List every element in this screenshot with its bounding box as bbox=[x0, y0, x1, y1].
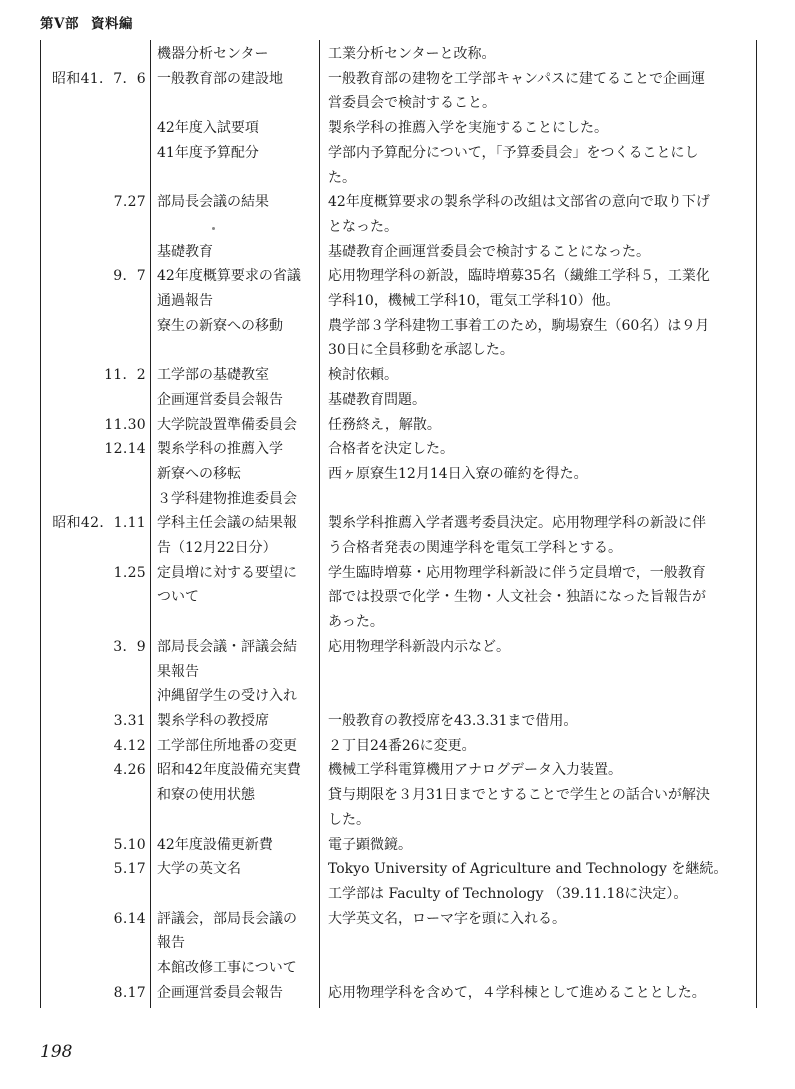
date-cell bbox=[40, 956, 150, 981]
date-cell: 6.14 bbox=[113, 910, 146, 927]
chronology-table bbox=[40, 42, 755, 1005]
detail-cell bbox=[319, 487, 755, 512]
table-row bbox=[40, 388, 755, 413]
date-cell bbox=[40, 42, 150, 67]
detail-cell: 西ヶ原寮生12月14日入寮の確約を得た。 bbox=[328, 465, 588, 482]
detail-cell: 大学英文名，ローマ字を頭に入れる。 bbox=[328, 910, 566, 927]
section-label: 資料編 bbox=[90, 16, 133, 32]
detail-cell: 一般教育の教授席を43.3.31まで借用。 bbox=[328, 712, 578, 729]
date-cell bbox=[40, 141, 150, 190]
table-row bbox=[40, 857, 755, 906]
date-cell: 5.10 bbox=[113, 836, 146, 853]
item-cell: 製糸学科の教授席 bbox=[157, 712, 269, 729]
date-cell: 7.27 bbox=[113, 194, 146, 211]
date-cell: 3．9 bbox=[113, 638, 146, 655]
table-row bbox=[40, 956, 755, 981]
item-cell: 沖縄留学生の受け入れ bbox=[157, 688, 297, 705]
date-cell: 4.12 bbox=[113, 737, 146, 754]
table-row bbox=[40, 363, 755, 388]
page-number: 198 bbox=[40, 1042, 73, 1062]
table-row bbox=[40, 783, 755, 832]
table-row bbox=[40, 264, 755, 313]
table-row bbox=[40, 981, 755, 1006]
date-cell: 8.17 bbox=[113, 984, 146, 1001]
table-row bbox=[40, 487, 755, 512]
detail-cell: 検討依頼。 bbox=[328, 367, 398, 384]
table-row bbox=[40, 561, 755, 635]
item-cell: 工学部住所地番の変更 bbox=[157, 737, 297, 754]
date-cell: 9．7 bbox=[113, 268, 146, 285]
table-row bbox=[40, 907, 755, 956]
table-row bbox=[40, 709, 755, 734]
table-row bbox=[40, 758, 755, 783]
detail-cell: 機械工学科電算機用アナログデータ入力装置。 bbox=[328, 762, 622, 779]
item-cell: 評議会，部局長会議の 報告 bbox=[157, 910, 297, 952]
item-cell: 寮生の新寮への移動 bbox=[157, 317, 283, 334]
table-row bbox=[40, 141, 755, 190]
table-row bbox=[40, 116, 755, 141]
detail-cell: 電子顕微鏡。 bbox=[328, 836, 412, 853]
table-row bbox=[40, 190, 755, 239]
date-cell bbox=[40, 116, 150, 141]
table-row bbox=[40, 437, 755, 462]
item-cell: 新寮への移転 bbox=[157, 465, 241, 482]
table-row bbox=[40, 42, 755, 67]
date-cell: 11．2 bbox=[104, 367, 146, 384]
item-cell: ３学科建物推進委員会 bbox=[157, 490, 297, 507]
detail-cell: 応用物理学科を含めて，４学科棟として進めることとした。 bbox=[328, 984, 706, 1001]
detail-cell: 基礎教育問題。 bbox=[328, 391, 426, 408]
detail-cell bbox=[319, 684, 755, 709]
detail-cell: 工業分析センターと改称。 bbox=[328, 46, 496, 62]
date-cell: 5.17 bbox=[113, 861, 146, 878]
detail-cell: 農学部３学科建物工事着工のため，駒場寮生（60名）は９月 30日に全員移動を承認した。 bbox=[328, 317, 710, 359]
item-cell: 企画運営委員会報告 bbox=[157, 391, 283, 408]
table-row bbox=[40, 635, 755, 684]
detail-cell bbox=[319, 956, 755, 981]
detail-cell: 一般教育部の建物を工学部キャンパスに建てることで企画運 営委員会で検討すること。 bbox=[328, 70, 706, 112]
date-cell bbox=[40, 684, 150, 709]
date-cell bbox=[40, 314, 150, 363]
detail-cell: Tokyo University of Agriculture and Technology を継続。 工学部は Faculty of Technology （39.11.18に決定）。 bbox=[328, 861, 728, 902]
table-row bbox=[40, 833, 755, 858]
item-cell: 製糸学科の推薦入学 bbox=[157, 441, 283, 458]
detail-cell: 基礎教育企画運営委員会で検討することになった。 bbox=[328, 243, 650, 260]
table-row bbox=[40, 314, 755, 363]
table-row bbox=[40, 462, 755, 487]
part-label: 第Ⅴ部 bbox=[40, 16, 79, 32]
item-cell: 42年度入試要項 bbox=[157, 120, 259, 137]
date-cell: 3.31 bbox=[113, 712, 146, 729]
item-cell: 学科主任会議の結果報 告（12月22日分） bbox=[157, 515, 297, 557]
date-cell: 昭和41．7．6 bbox=[51, 70, 146, 87]
date-cell: 12.14 bbox=[104, 441, 146, 458]
item-cell: 基礎教育 bbox=[157, 243, 213, 260]
date-cell bbox=[40, 462, 150, 487]
item-cell: 42年度設備更新費 bbox=[157, 836, 273, 853]
date-cell: 11.30 bbox=[104, 416, 146, 433]
date-cell bbox=[40, 487, 150, 512]
item-cell: 大学の英文名 bbox=[157, 861, 241, 878]
running-header bbox=[40, 12, 133, 32]
item-cell: 本館改修工事について bbox=[157, 960, 297, 977]
date-cell: 4.26 bbox=[113, 762, 146, 779]
detail-cell: 応用物理学科の新設，臨時増募35名（繊維工学科５，工業化 学科10，機械工学科10，電気工学科10）他。 bbox=[328, 268, 710, 310]
item-cell: 一般教育部の建設地 bbox=[157, 70, 283, 87]
item-cell: 42年度概算要求の省議 通過報告 bbox=[157, 268, 301, 310]
item-cell: 部局長会議の結果 bbox=[157, 194, 269, 211]
detail-cell: 学部内予算配分について，「予算委員会」をつくることにし た。 bbox=[328, 144, 699, 186]
detail-cell: 貸与期限を３月31日までとすることで学生との話合いが解決 した。 bbox=[328, 787, 710, 828]
table-row bbox=[40, 734, 755, 759]
item-cell: 昭和42年度設備充実費 bbox=[157, 762, 301, 779]
item-cell: 企画運営委員会報告 bbox=[157, 984, 283, 1001]
item-cell: 工学部の基礎教室 bbox=[157, 367, 269, 384]
item-cell: 部局長会議・評議会結 果報告 bbox=[157, 638, 297, 680]
detail-cell: 42年度概算要求の製糸学科の改組は文部省の意向で取り下げ となった。 bbox=[328, 194, 710, 235]
item-cell: 機器分析センター bbox=[157, 46, 269, 62]
date-cell: 昭和42．1.11 bbox=[52, 515, 146, 532]
date-cell: 1.25 bbox=[113, 564, 146, 581]
date-cell bbox=[40, 388, 150, 413]
table-row bbox=[40, 684, 755, 709]
detail-cell: 学生臨時増募・応用物理学科新設に伴う定員増で，一般教育 部では投票で化学・生物・人文社会・独語になった旨報告が あった。 bbox=[328, 564, 706, 631]
detail-cell: 合格者を決定した。 bbox=[328, 441, 454, 458]
table-row bbox=[40, 511, 755, 560]
item-cell: 和寮の使用状態 bbox=[157, 787, 255, 804]
detail-cell: 製糸学科推薦入学者選考委員決定。応用物理学科の新設に伴 う合格者発表の関連学科を電気工学科とする。 bbox=[328, 515, 706, 557]
table-row bbox=[40, 240, 755, 265]
item-cell: 定員増に対する要望に ついて bbox=[157, 564, 297, 606]
item-cell: 41年度予算配分 bbox=[157, 144, 259, 161]
detail-cell: ２丁目24番26に変更。 bbox=[328, 737, 476, 754]
date-cell bbox=[40, 240, 150, 265]
detail-cell: 任務終え，解散。 bbox=[328, 416, 441, 433]
date-cell bbox=[40, 783, 150, 832]
item-cell: 大学院設置準備委員会 bbox=[157, 416, 297, 433]
detail-cell: 応用物理学科新設内示など。 bbox=[328, 638, 510, 655]
table-row bbox=[40, 67, 755, 116]
table-row bbox=[40, 413, 755, 438]
detail-cell: 製糸学科の推薦入学を実施することにした。 bbox=[328, 120, 608, 137]
